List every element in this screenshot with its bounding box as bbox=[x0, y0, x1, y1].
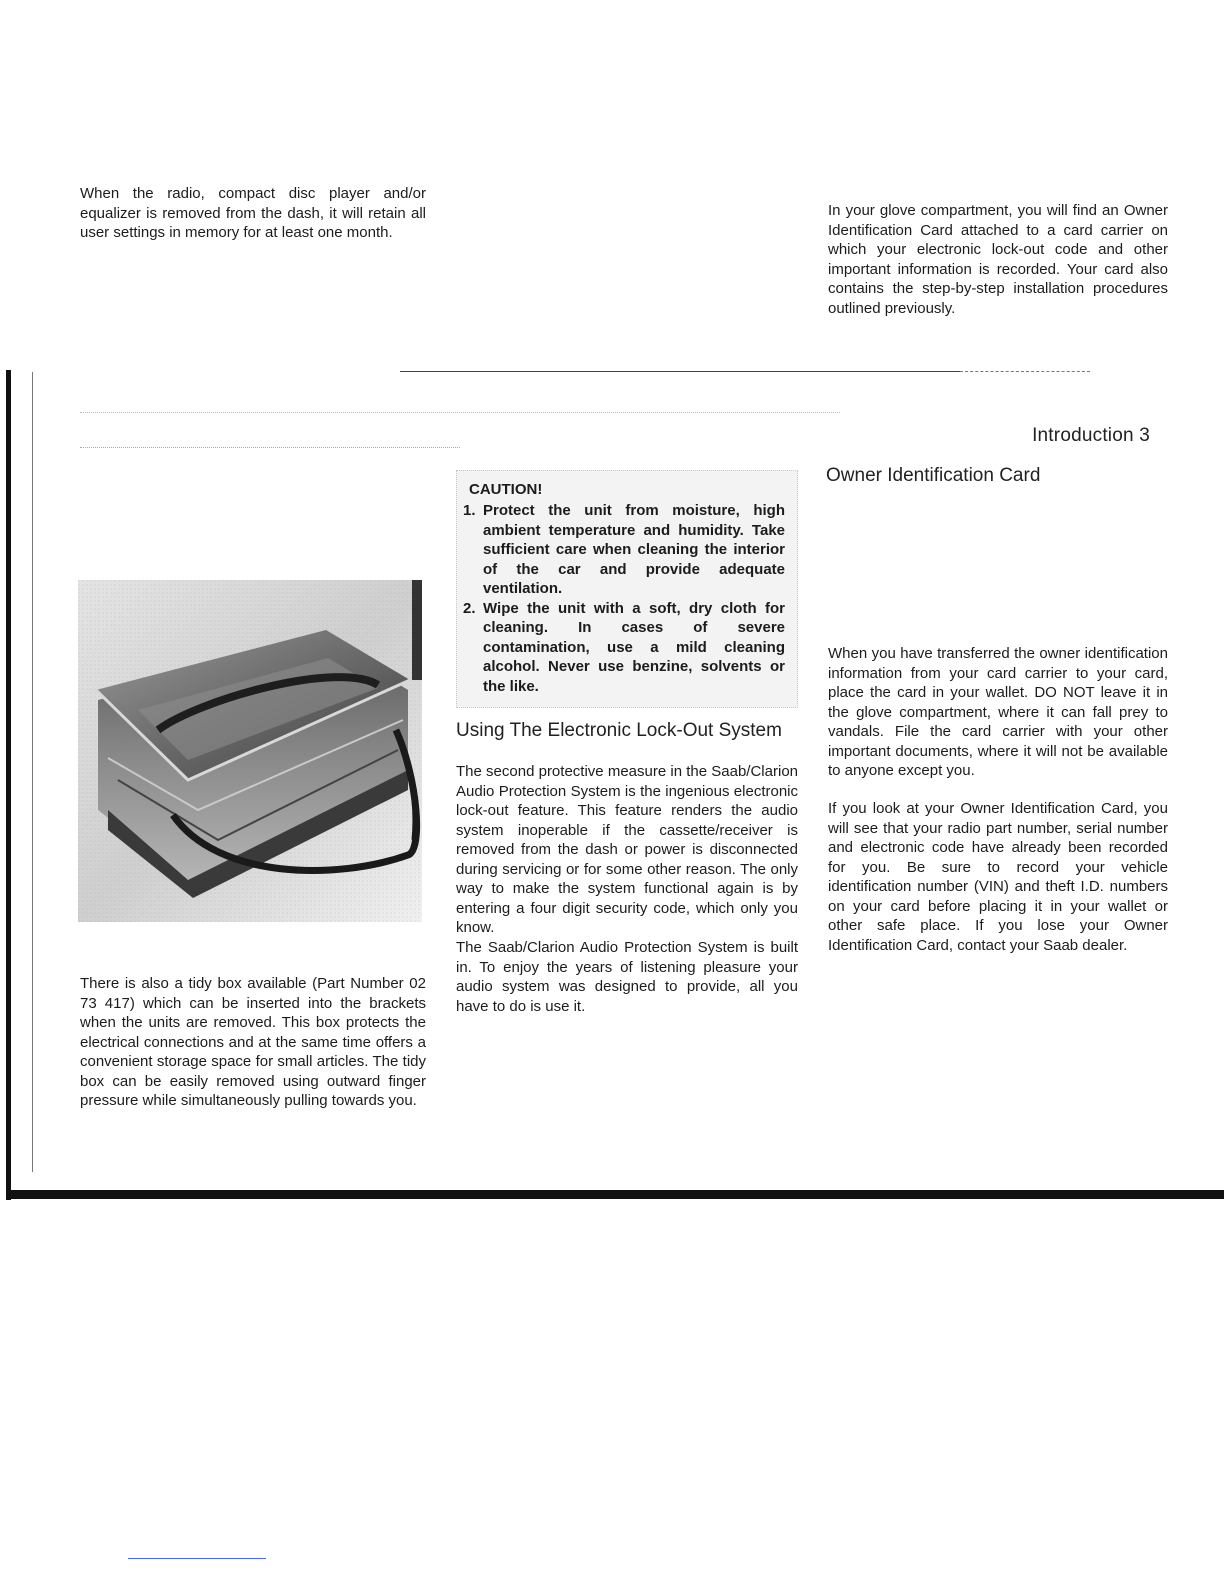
scan-edge-left bbox=[6, 370, 11, 1200]
caution-item-number: 2. bbox=[463, 599, 476, 617]
bottom-scan-band bbox=[6, 1190, 1224, 1199]
retain-paragraph: When the radio, compact disc player and/or equalizer is removed from the dash, it will retain all user settings in memory for at least one month. bbox=[80, 185, 426, 241]
lockout-heading: Using The Electronic Lock-Out System bbox=[456, 720, 782, 741]
caution-item-number: 1. bbox=[463, 502, 476, 519]
caution-box bbox=[456, 470, 798, 708]
top-rule-dashed bbox=[960, 371, 1090, 372]
page-header: Introduction 3 bbox=[1032, 425, 1150, 446]
faint-rule bbox=[80, 412, 840, 413]
caution-item-text: Protect the unit from moisture, high ambient temperature and humidity. Take sufficient care when cleaning the interior of the car and provide adequate ventilation. bbox=[483, 502, 785, 597]
lockout-paragraph-2: The Saab/Clarion Audio Protection System is built in. To enjoy the years of listening pleasure your audio system was designed to provide, all you have to do is use it. bbox=[456, 939, 798, 1015]
faint-rule-2 bbox=[80, 447, 460, 448]
caution-item bbox=[463, 599, 785, 697]
tidy-box-paragraph: There is also a tidy box available (Part Number 02 73 417) which can be inserted into the brackets when the units are removed. This box protects the electrical connections and at the same time offers a convenient storage space for small articles. The tidy box can be easily removed using outward finger pressure while simultaneously pulling towards you. bbox=[80, 975, 426, 1109]
owner-card-paragraph-3: If you look at your Owner Identification Card, you will see that your radio part number, serial number and electronic code have already been recorded for you. Be sure to record your vehicle identification number (VIN) and theft I.D. numbers on your card before placing it in your wallet or other safe place. If you lose your Owner Identification Card, contact your Saab dealer. bbox=[828, 800, 1168, 954]
top-rule bbox=[400, 371, 960, 372]
caution-title: CAUTION! bbox=[469, 481, 543, 498]
scan-edge-line bbox=[32, 372, 33, 1172]
caution-item-text: Wipe the unit with a soft, dry cloth for cleaning. In cases of severe contamination, use a mild cleaning alcohol. Never use benzine, solvents or the like. bbox=[483, 599, 785, 695]
bottom-underline bbox=[128, 1558, 266, 1559]
caution-list bbox=[463, 501, 785, 696]
owner-card-paragraph-1: In your glove compartment, you will find an Owner Identification Card attached to a card carrier on which your electronic lock-out code and other important information is recorded. Your card also contains the step-by-step installation procedures outlined previously. bbox=[828, 202, 1168, 317]
tidy-box-photo bbox=[78, 580, 422, 922]
caution-item bbox=[463, 501, 785, 599]
lockout-paragraph: The second protective measure in the Saab/Clarion Audio Protection System is the ingenious electronic lock-out feature. This feature renders the audio system inoperable if the cassette/receiver is removed from the dash or power is disconnected during servicing or for some other reason. The only way to make the system functional again is by entering a four digit security code, which only you know. bbox=[456, 763, 798, 936]
owner-card-paragraph-2: When you have transferred the owner identification information from your card carrier to your card, place the card in your wallet. DO NOT leave it in the glove compartment, where it can fall prey to vandals. File the card carrier with your other important documents, where it will not be available to anyone except you. bbox=[828, 645, 1168, 779]
owner-card-heading: Owner Identification Card bbox=[826, 465, 1041, 486]
